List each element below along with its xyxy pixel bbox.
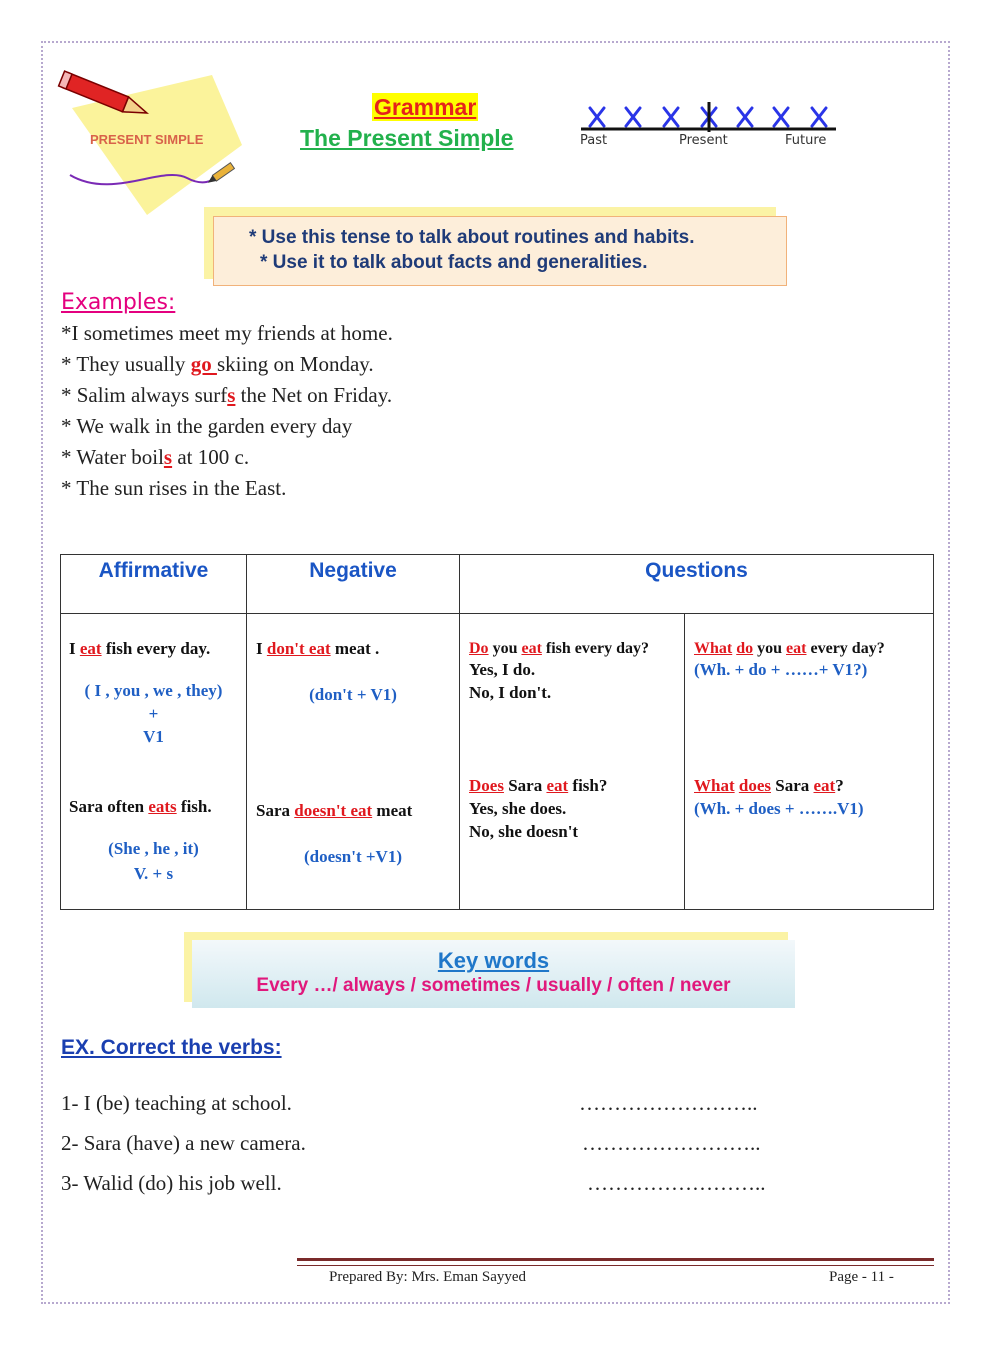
aff-formula-1a: ( I , you , we , they) — [84, 681, 223, 700]
page-title: Grammar — [374, 94, 477, 120]
keywords-list: Every …/ always / sometimes / usually / often / never — [256, 975, 731, 996]
timeline-label-past: Past — [580, 133, 608, 148]
wh-question-2: What does Sara eat? — [694, 776, 844, 795]
example-item: * Salim always surfs the Net on Friday. — [61, 383, 393, 407]
aff-formula-1c: V1 — [143, 727, 164, 746]
page-subtitle: The Present Simple — [300, 125, 514, 151]
yes-no-questions-cell — [460, 614, 685, 910]
exercise-question-3: 3- Walid (do) his job well. — [61, 1171, 282, 1195]
affirmative-cell — [61, 614, 247, 910]
example-item: *I sometimes meet my friends at home. — [61, 321, 393, 345]
usage-line-1: * Use this tense to talk about routines and habits. — [249, 227, 695, 248]
examples-heading: Examples: — [61, 290, 176, 315]
yesno-question-2: Does Sara eat fish? — [469, 776, 608, 795]
example-item: * We walk in the garden every day — [61, 414, 353, 438]
header-questions: Questions — [460, 555, 934, 614]
keywords-box — [192, 940, 795, 1008]
neg-formula-2: (doesn't +V1) — [304, 847, 402, 866]
aff-sentence-1: I eat fish every day. — [69, 639, 211, 658]
neg-sentence-2: Sara doesn't eat meat — [256, 801, 413, 820]
wh-question-1: What do you eat every day? — [694, 640, 885, 657]
logo-label: PRESENT SIMPLE — [90, 132, 204, 147]
example-item: * The sun rises in the East. — [61, 476, 287, 500]
timeline-label-future: Future — [785, 133, 827, 148]
grammar-table — [60, 554, 934, 910]
usage-box — [213, 216, 787, 286]
yesno-answer-3: Yes, she does. — [469, 799, 567, 818]
neg-formula-1: (don't + V1) — [309, 685, 397, 704]
yesno-answer-2: No, I don't. — [469, 683, 552, 702]
wh-formula-1: (Wh. + do + ……+ V1?) — [694, 660, 868, 679]
aff-sentence-2: Sara often eats fish. — [69, 797, 212, 816]
exercise-answer-blank-1[interactable]: …………………….. — [579, 1091, 758, 1115]
keywords-heading: Key words — [437, 948, 550, 973]
yesno-question-1: Do you eat fish every day? — [469, 640, 650, 657]
example-item: * They usually go skiing on Monday. — [61, 352, 374, 376]
aff-formula-2a: (She , he , it) — [108, 839, 199, 858]
exercise-question-1: 1- I (be) teaching at school. — [61, 1091, 292, 1115]
header-negative: Negative — [247, 555, 460, 614]
neg-sentence-1: I don't eat meat . — [256, 639, 380, 658]
wh-formula-2: (Wh. + does + …….V1) — [694, 799, 864, 818]
exercise-question-2: 2- Sara (have) a new camera. — [61, 1131, 306, 1155]
aff-formula-1b: + — [148, 704, 159, 723]
example-item: * Water boils at 100 c. — [61, 445, 250, 469]
exercise-heading: EX. Correct the verbs: — [61, 1036, 282, 1059]
footer-page-number: Page - 11 - — [829, 1269, 894, 1285]
wh-questions-cell — [685, 614, 934, 910]
exercise-answer-blank-2[interactable]: …………………….. — [582, 1131, 761, 1155]
yesno-answer-4: No, she doesn't — [469, 822, 579, 841]
examples-list — [61, 318, 393, 504]
aff-formula-2b: V. + s — [133, 864, 174, 883]
footer-rule — [297, 1258, 934, 1266]
exercise-answer-blank-3[interactable]: …………………….. — [587, 1171, 766, 1195]
timeline-label-present: Present — [679, 133, 728, 148]
yesno-answer-1: Yes, I do. — [469, 660, 536, 679]
footer-prepared-by: Prepared By: Mrs. Eman Sayyed — [329, 1269, 527, 1285]
negative-cell — [247, 614, 460, 910]
usage-line-2: * Use it to talk about facts and generalities. — [260, 252, 648, 273]
header-affirmative: Affirmative — [61, 555, 247, 614]
